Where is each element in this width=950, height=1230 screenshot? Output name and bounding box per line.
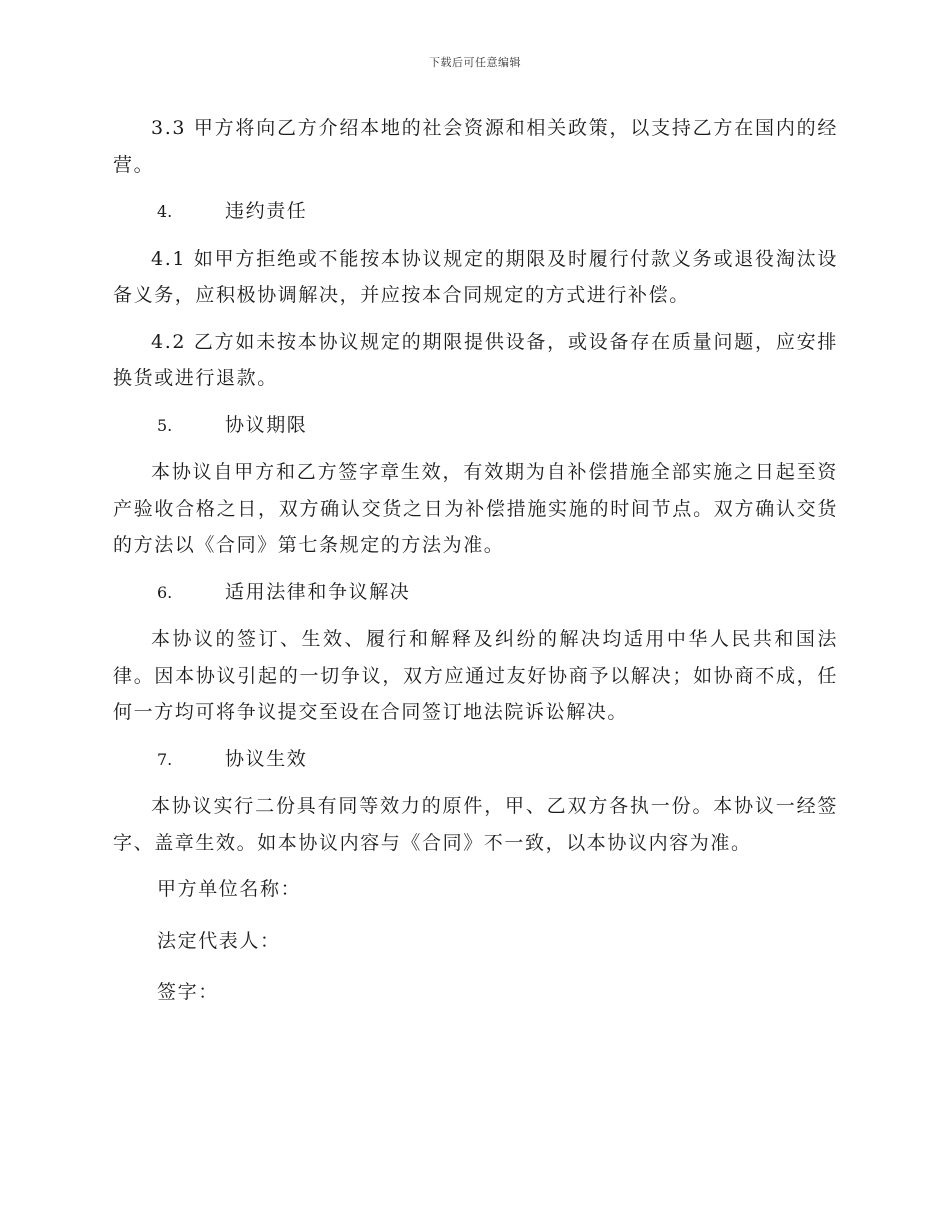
document-body	[113, 110, 838, 1026]
clause-6: 本协议的签订、生效、履行和解释及纠纷的解决均适用中华人民共和国法律。因本协议引起的一切争议，双方应通过友好协商予以解决；如协商不成，任何一方均可将争议提交至设在合同签订地法院诉讼解决。	[113, 628, 838, 723]
clause-5: 本协议自甲方和乙方签字章生效，有效期为自补偿措施全部实施之日起至资产验收合格之日，双方确认交货之日为补偿措施实施的时间节点。双方确认交货的方法以《合同》第七条规定的方法为准。	[113, 461, 838, 556]
signature-label: 签字：	[157, 981, 219, 1003]
section-heading-6	[113, 574, 838, 612]
section-heading-7	[113, 741, 838, 779]
section-title: 违约责任	[225, 200, 308, 222]
clause-3-3: 3.3 甲方将向乙方介绍本地的社会资源和相关政策，以支持乙方在国内的经营。	[113, 117, 838, 176]
section-title: 协议生效	[225, 747, 308, 770]
section-title: 协议期限	[225, 413, 308, 436]
clause-7: 本协议实行二份具有同等效力的原件，甲、乙双方各执一份。本协议一经签字、盖章生效。如本协议内容与《合同》不一致，以本协议内容为准。	[113, 795, 838, 854]
section-number: 4.	[157, 202, 173, 221]
section-number: 7.	[157, 749, 173, 769]
section-title: 适用法律和争议解决	[225, 580, 411, 603]
section-heading-5	[113, 407, 838, 445]
section-number: 6.	[157, 582, 173, 602]
party-a-name-label: 甲方单位名称：	[157, 878, 302, 900]
clause-4-2: 4.2 乙方如未按本协议规定的期限提供设备，或设备存在质量问题，应安排换货或进行退款。	[113, 330, 838, 389]
section-number: 5.	[157, 415, 173, 435]
legal-representative-label: 法定代表人：	[157, 929, 281, 952]
section-heading-4	[113, 193, 838, 231]
clause-4-1: 4.1 如甲方拒绝或不能按本协议规定的期限及时履行付款义务或退役淘汰设备义务，应积极协调解决，并应按本合同规定的方式进行补偿。	[113, 247, 838, 306]
page-header: 下载后可任意编辑	[429, 56, 521, 69]
